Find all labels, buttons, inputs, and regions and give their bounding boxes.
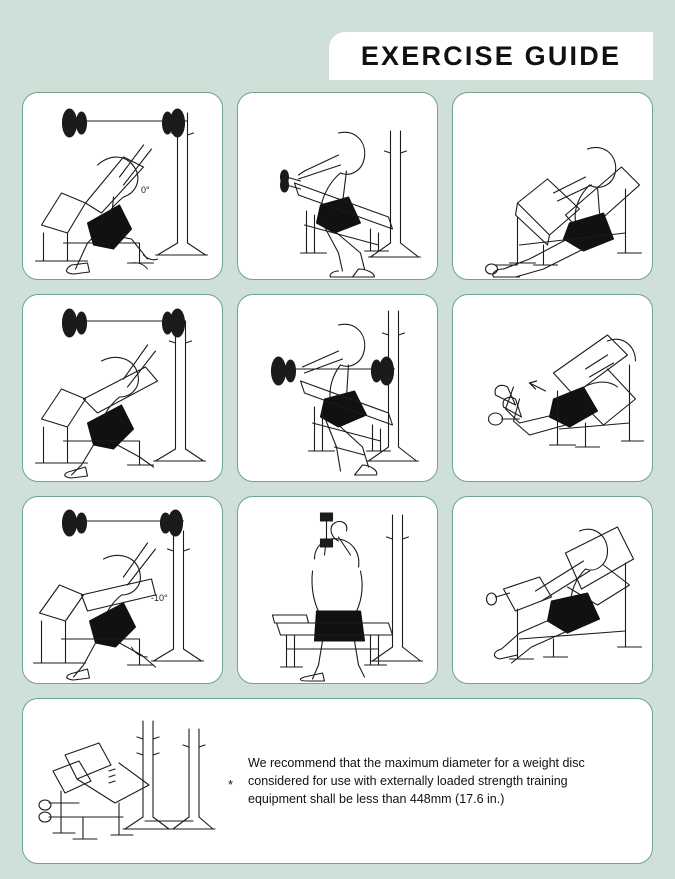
illustration-seated-row-flat-bench <box>238 93 437 279</box>
title-plate <box>329 32 653 80</box>
exercise-card-lying-leg-curl <box>452 294 653 482</box>
exercise-card-seated-triceps-extension <box>237 496 438 684</box>
exercise-card-preacher-curl <box>452 496 653 684</box>
angle-label-0: 0° <box>141 185 150 195</box>
note-wrapper <box>22 698 653 864</box>
exercise-card-leg-extension-preacher <box>452 92 653 280</box>
illustration-leg-extension-preacher <box>453 93 652 279</box>
illustration-preacher-curl <box>453 497 652 683</box>
page-header <box>22 24 653 76</box>
exercise-card-flat-bench-press <box>22 294 223 482</box>
illustration-decline-bench-press <box>23 497 222 683</box>
illustration-flat-bench-press <box>23 295 222 481</box>
illustration-lying-leg-curl <box>453 295 652 481</box>
exercise-card-incline-bench-press <box>22 92 223 280</box>
exercise-grid <box>22 92 653 684</box>
page-title: EXERCISE GUIDE <box>360 40 622 71</box>
exercise-card-seated-shoulder-press <box>237 294 438 482</box>
exercise-card-decline-bench-press <box>22 496 223 684</box>
exercise-card-seated-row-flat-bench <box>237 92 438 280</box>
recommendation-card <box>22 698 653 864</box>
illustration-seated-shoulder-press <box>238 295 437 481</box>
asterisk-marker: * <box>228 777 234 792</box>
illustration-bench-full-assembly <box>23 699 238 863</box>
illustration-incline-bench-press <box>23 93 222 279</box>
recommendation-text: We recommend that the maximum diameter for a weight disc considered for use with externally loaded strength training equipment shall be less than 448mm (17.6 in.) <box>248 755 585 807</box>
illustration-seated-triceps-extension <box>238 497 437 683</box>
angle-label-minus-10: -10° <box>151 593 168 603</box>
